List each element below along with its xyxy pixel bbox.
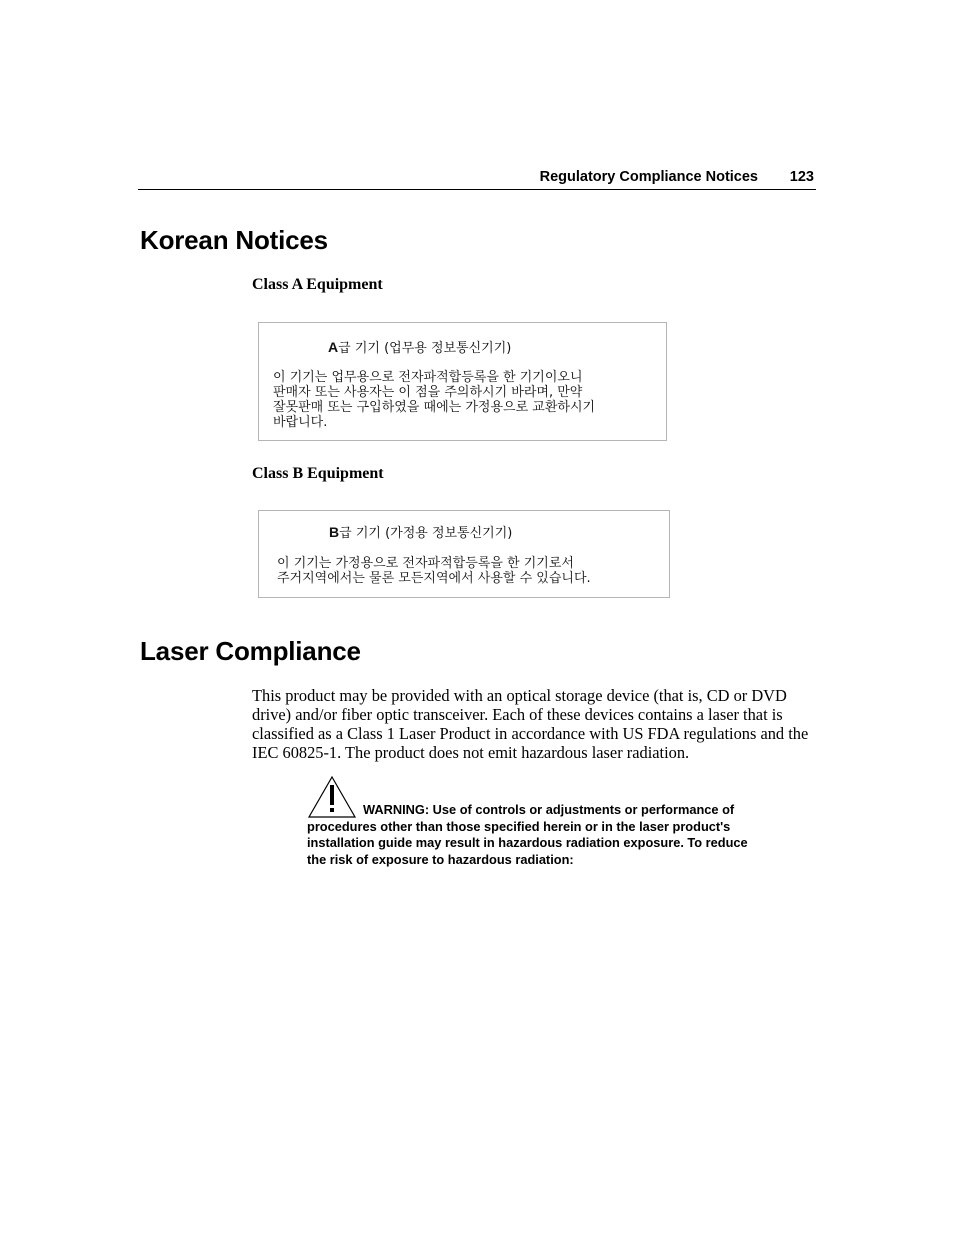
class-b-notice-box — [258, 510, 670, 598]
class-a-notice-box — [258, 322, 667, 441]
warning-triangle-icon — [307, 776, 357, 818]
class-a-box-title — [328, 340, 511, 356]
class-a-letter: A — [328, 339, 339, 355]
page-number: 123 — [789, 169, 814, 185]
class-b-box-body: 이 기기는 가정용으로 전자파적합등록을 한 기기로서 주거지역에서는 물론 모든지역에서 사용할 수 있습니다. — [277, 556, 591, 586]
class-b-title-text: 급 기기 (가정용 정보통신기기) — [339, 526, 513, 541]
laser-warning — [307, 776, 757, 868]
warning-text: WARNING: Use of controls or adjustments or performance of procedures other than those specified herein or in the laser product's installation guide may result in hazardous radiation exposure. To reduce the risk of exposure to hazardous radiation: — [307, 802, 748, 867]
korean-notices-title: Korean Notices — [140, 225, 328, 255]
class-b-box-title — [329, 525, 512, 541]
running-header — [138, 168, 816, 190]
laser-compliance-paragraph: This product may be provided with an optical storage device (that is, CD or DVD drive) and/or fiber optic transceiver. Each of these devices contains a laser that is classified as a Class 1 Laser Product in accordance with US FDA regulations and the IEC 60825-1. The product does not emit hazardous laser radiation. — [252, 686, 809, 762]
class-a-title-text: 급 기기 (업무용 정보통신기기) — [338, 341, 512, 356]
class-b-letter: B — [329, 524, 340, 540]
class-b-heading: Class B Equipment — [252, 465, 384, 482]
class-a-box-body: 이 기기는 업무용으로 전자파적합등록을 한 기기이오니 판매자 또는 사용자는 이 점을 주의하시기 바라며, 만약 잘못판매 또는 구입하였을 때에는 가정용으로 교환하시기 바랍니다. — [273, 370, 596, 430]
class-a-heading: Class A Equipment — [252, 276, 383, 293]
header-section-title: Regulatory Compliance Notices — [539, 169, 758, 185]
laser-compliance-title: Laser Compliance — [140, 636, 361, 666]
